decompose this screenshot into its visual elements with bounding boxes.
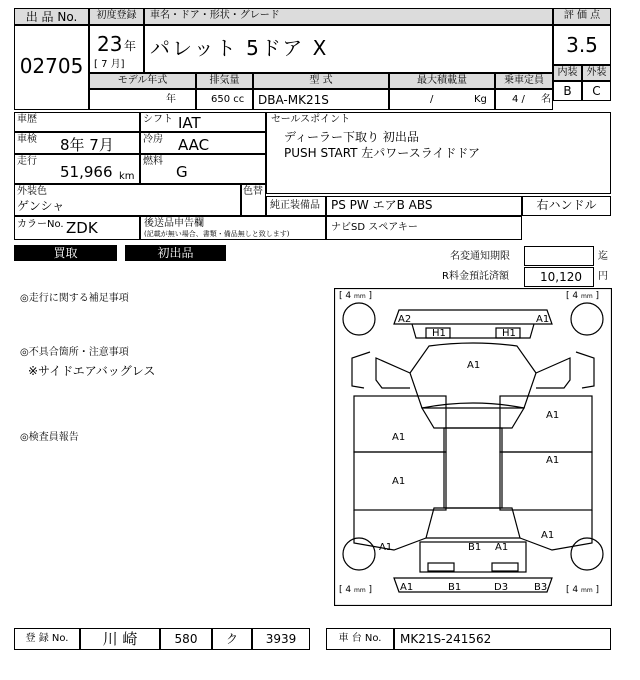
mileage-label: 走行 [17,156,37,167]
tire-rear-right [571,538,603,570]
buy-tag: 買取 [14,245,117,261]
color-label: 外装色 [17,186,47,197]
fuel-value: G [176,163,188,181]
mark-tailgate-b1: B1 [468,542,482,553]
mark-headlight-right-h1: H1 [502,328,516,339]
taillight-left [428,563,454,571]
reg-kana: ク [225,632,238,646]
capacity-unit: 名 [541,94,551,105]
reg-class: 580 [174,632,198,646]
tire-front-left [343,303,375,335]
roof [444,428,502,508]
color-value: ゲンシャ [17,199,65,213]
name-change-cell [524,246,594,266]
first-reg-year: 23 [97,32,123,56]
mark-rear-door-left-a1: A1 [392,476,406,487]
type-value: DBA-MK21S [258,93,329,107]
shift-value: IAT [178,114,201,132]
recycle-value: 10,120 [540,270,582,284]
capacity-label: 乗車定員 [504,75,544,86]
mark-rear-bumper-a1: A1 [400,582,414,593]
tire-front-right-label: [ 4 mm ] [566,291,600,301]
interior-grade: B [563,84,572,98]
mark-quarter-left-a1: A1 [379,542,393,553]
sales-point-line1: ディーラー下取り 初出品 [284,130,419,144]
mark-front-bumper-a2: A2 [398,314,412,325]
mark-rear-bumper-b1: B1 [448,582,462,593]
mark-front-door-left-a1: A1 [392,432,406,443]
max-load-label: 最大積載量 [417,75,467,86]
displacement-value: 650 cc [211,94,245,105]
steering-value: 右ハンドル [536,198,597,212]
repaint-label: 色替 [243,186,263,197]
interior-label: 内装 [557,67,578,78]
inspection-value: 8年 7月 [60,136,114,154]
recycle-label: R料金預託済額 [442,271,509,282]
nav-value: ナビSD スペアキー [331,222,418,233]
defect-value: ※サイドエアバッグレス [28,364,156,378]
mark-quarter-right-a1: A1 [541,530,555,541]
mark-headlight-left-h1: H1 [432,328,446,339]
oem-value: PS PW エアB ABS [331,198,433,212]
chassis-value: MK21S-241562 [400,632,492,646]
mirror-right [576,352,594,388]
exterior-label: 外装 [586,67,607,78]
fender-right [536,358,570,388]
hood [410,343,536,408]
name-change-unit: 迄 [598,251,608,262]
recycle-unit: 円 [598,271,608,282]
color-no-label: カラーNo. [17,219,64,230]
name-change-label: 名変通知期限 [450,251,510,262]
type-label: 型 式 [309,75,333,86]
mark-tailgate-a1: A1 [495,542,509,553]
post-doc-note: (記載が無い場合、書類・備品無しと致します) [144,230,290,238]
defect-label: ◎不具合箇所・注意事項 [20,347,129,358]
model-year-cell [89,89,196,110]
chassis-label: 車 台 No. [338,633,382,644]
car-name: パレット 5ドア X [150,36,329,60]
mark-rear-bumper-b3: B3 [534,582,548,593]
shift-label: シフト [143,114,173,125]
first-listing-tag: 初出品 [125,245,226,261]
reg-label: 登 録 No. [25,633,69,644]
rear-bumper [394,578,552,592]
fender-left [376,358,410,388]
displacement-label: 排気量 [209,75,240,86]
mark-hood-a1: A1 [467,360,481,371]
rear-window [426,508,520,538]
grade-value: 3.5 [566,33,598,57]
oem-label: 純正装備品 [270,200,320,211]
mark-front-bumper-a1: A1 [536,314,550,325]
max-load-unit: Kg [474,94,487,105]
windshield [422,403,524,428]
model-year-label: モデル年式 [117,75,168,86]
tire-rear-left [343,538,375,570]
mileage-value: 51,966 [60,163,113,181]
year-unit: 年 [124,39,137,53]
name-label: 車名・ドア・形状・グレード [150,10,280,21]
inspection-label: 車検 [17,134,37,145]
mark-rear-door-right-a1: A1 [546,455,560,466]
quarter-right [520,510,592,550]
damage-diagram [334,288,612,606]
mark-front-door-right-a1: A1 [546,410,560,421]
reg-number: 3939 [265,632,297,646]
post-doc-label: 後送品申告欄 [144,218,204,229]
exterior-grade: C [592,84,601,98]
reg-city: 川 崎 [102,630,138,648]
color-no-value: ZDK [66,219,98,237]
mirror-left [352,352,370,388]
inspector-label: ◎検査員報告 [20,432,79,443]
front-bumper [394,310,552,324]
ac-value: AAC [178,136,210,154]
mileage-unit: km [119,171,135,182]
lot-label: 出 品 No. [25,10,78,24]
lot-number: 02705 [19,54,84,78]
model-year-value: 年 [166,94,176,105]
sales-point-line2: PUSH START 左パワースライドドア [284,146,480,160]
diagram-frame [335,289,612,606]
ac-label: 冷房 [143,134,163,145]
mark-rear-bumper-d3: D3 [494,582,509,593]
max-load-value: / [430,94,434,105]
grade-label: 評 価 点 [563,10,601,21]
capacity-value: 4 / [512,94,525,105]
history-label: 車歴 [17,114,37,125]
fuel-label: 燃料 [143,156,163,167]
tire-front-right [571,303,603,335]
first-reg-label: 初度登録 [96,10,137,21]
tire-rear-right-label: [ 4 mm ] [566,585,600,595]
taillight-right [492,563,518,571]
sales-point-label: セールスポイント [271,114,351,125]
tire-rear-left-label: [ 4 mm ] [339,585,373,595]
first-reg-month: [ 7 月] [94,59,125,70]
tire-front-left-label: [ 4 mm ] [339,291,373,301]
driving-label: ◎走行に関する補足事項 [20,293,129,304]
